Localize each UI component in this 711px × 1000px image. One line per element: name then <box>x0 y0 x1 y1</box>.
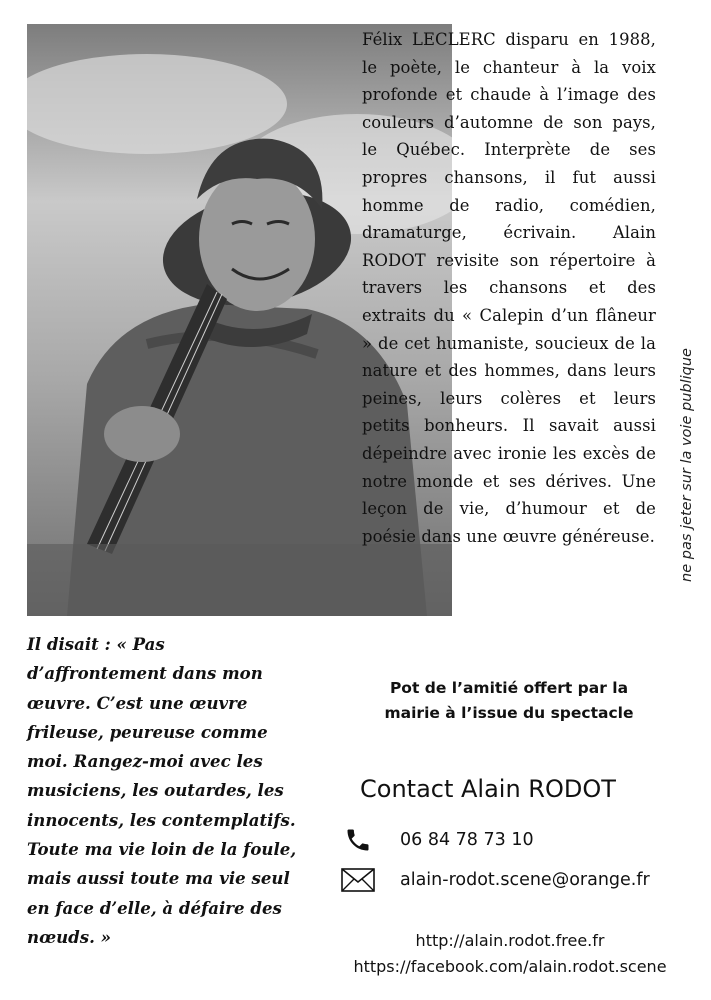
website-link[interactable]: http://alain.rodot.free.fr <box>415 931 605 950</box>
phone-number[interactable]: 06 84 78 73 10 <box>400 830 534 850</box>
side-note <box>677 330 697 600</box>
biography-text: Félix LECLERC disparu en 1988, le poète, le chanteur à la voix profonde et chaude à l’image des couleurs d’automne de son pays, le Québec. Interprète de ses propres chansons, il fut aussi homme de radio, comédien, dramaturge, écrivain. Alain RODOT revisite son répertoire à travers les chansons et des extraits du « Calepin d’un flâneur » de cet humaniste, soucieux de la nature et des hommes, dans leurs peines, leurs colères et leurs petits bonheurs. Il savait aussi dépeindre avec ironie les excès de notre monde et ses dérives. Une leçon de vie, d’humour et de poésie dans une œuvre généreuse. <box>362 30 656 546</box>
reception-notice <box>360 676 658 726</box>
web-links <box>336 928 684 980</box>
phone-row <box>340 826 534 854</box>
email-address[interactable]: alain-rodot.scene@orange.fr <box>400 870 650 890</box>
contact-title: Contact Alain RODOT <box>360 775 616 803</box>
phone-icon <box>340 826 376 854</box>
reception-line-2: mairie à l’issue du spectacle <box>384 704 634 722</box>
email-row <box>340 866 650 894</box>
side-note-text: ne pas jeter sur la voie publique <box>679 348 695 582</box>
quote-text: Il disait : « Pas d’affrontement dans mon œuvre. C’est une œuvre frileuse, peureuse comme moi. Rangez-moi avec les musiciens, les outardes, les innocents, les contemplatifs. Toute ma vie loin de la foule, mais aussi toute ma vie seul en face d’elle, à défaire des nœuds. » <box>27 634 297 947</box>
reception-line-1: Pot de l’amitié offert par la <box>389 679 629 697</box>
envelope-icon <box>340 866 376 894</box>
facebook-link[interactable]: https://facebook.com/alain.rodot.scene <box>353 957 667 976</box>
